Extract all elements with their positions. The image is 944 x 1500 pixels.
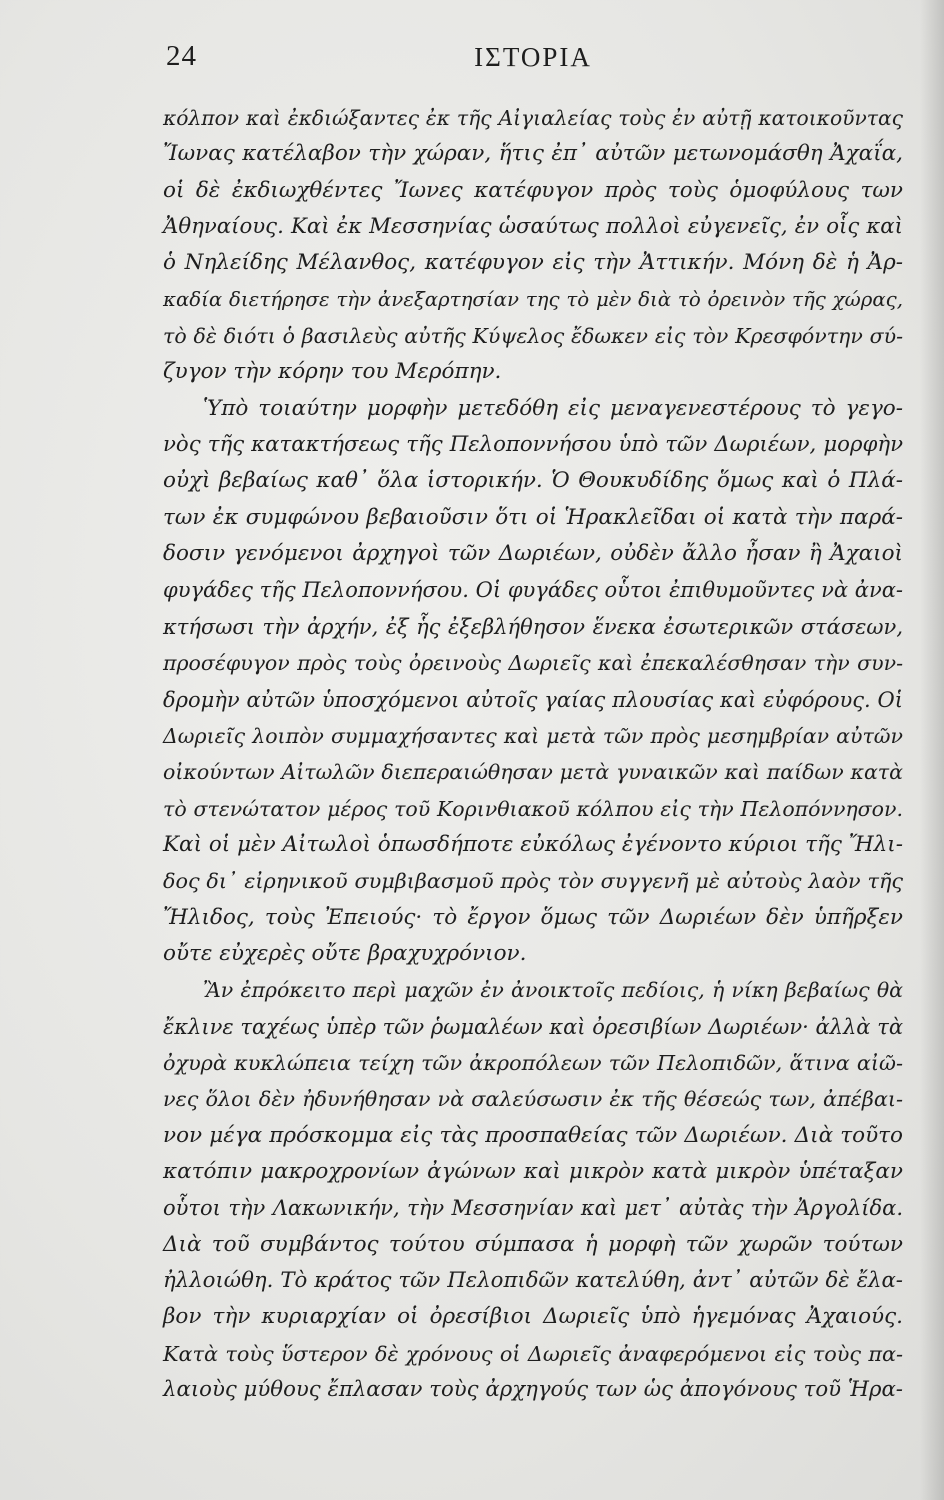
text-line: οὗτοι τὴν Λακωνικήν, τὴν Μεσσηνίαν καὶ μετ᾽ αὐτὰς τὴν Ἀργολίδα. xyxy=(163,1196,903,1221)
text-line: Διὰ τοῦ συμβάντος τούτου σύμπασα ἡ μορφὴ τῶν χωρῶν τούτων xyxy=(163,1231,903,1257)
text-line: των ἐκ συμφώνου βεβαιοῦσιν ὅτι οἱ Ἡρακλεῖδαι οἱ κατὰ τὴν παρά- xyxy=(163,504,903,530)
text-line: κτήσωσι τὴν ἀρχήν, ἐξ ἧς ἐξεβλήθησον ἕνεκα ἐσωτερικῶν στάσεων, xyxy=(163,614,903,639)
text-line: καδία διετήρησε τὴν ἀνεξαρτησίαν της τὸ μὲν διὰ τὸ ὀρεινὸν τῆς χώρας, xyxy=(163,287,903,311)
body-text xyxy=(163,100,903,1408)
text-line: Ἀθηναίους. Καὶ ἐκ Μεσσηνίας ὡσαύτως πολλοὶ εὐγενεῖς, ἐν οἷς καὶ xyxy=(163,214,903,240)
text-line: Δωριεῖς λοιπὸν συμμαχήσαντες καὶ μετὰ τῶν πρὸς μεσημβρίαν αὐτῶν xyxy=(163,723,903,748)
text-line: δος δι᾽ εἰρηνικοῦ συμβιβασμοῦ πρὸς τὸν συγγενῆ μὲ αὐτοὺς λαὸν τῆς xyxy=(163,869,903,894)
text-line: ὀχυρὰ κυκλώπεια τείχη τῶν ἀκροπόλεων τῶν Πελοπιδῶν, ἅτινα αἰῶ- xyxy=(163,1050,903,1075)
text-line: Ἴωνας κατέλαβον τὴν χώραν, ἥτις ἐπ᾽ αὐτῶν μετωνομάσθη Ἀχαΐα, xyxy=(163,141,903,167)
text-line: τὸ στενώτατον μέρος τοῦ Κορινθιακοῦ κόλπου εἰς τὴν Πελοπόννησον. xyxy=(163,796,903,821)
text-line: Κατὰ τοὺς ὕστερον δὲ χρόνους οἱ Δωριεῖς ἀναφερόμενοι εἰς τοὺς πα- xyxy=(163,1341,903,1366)
text-line: κόλπον καὶ ἐκδιώξαντες ἐκ τῆς Αἰγιαλείας τοὺς ἐν αὐτῇ κατοικοῦντας xyxy=(163,106,903,130)
text-line: νες ὅλοι δὲν ἠδυνήθησαν νὰ σαλεύσωσιν ἐκ τῆς θέσεώς των, ἀπέβαι- xyxy=(163,1087,903,1112)
text-line: λαιοὺς μύθους ἔπλασαν τοὺς ἀρχηγούς των ὡς ἀπογόνους τοῦ Ἡρα- xyxy=(163,1377,903,1403)
text-line: κατόπιν μακροχρονίων ἀγώνων καὶ μικρὸν κατὰ μικρὸν ὑπέταξαν xyxy=(163,1158,903,1184)
text-line: δρομὴν αὐτῶν ὑποσχόμενοι αὐτοῖς γαίας πλουσίας καὶ εὐφόρους. Οἱ xyxy=(163,687,903,712)
text-line: οἱ δὲ ἐκδιωχθέντες Ἴωνες κατέφυγον πρὸς τοὺς ὁμοφύλους των xyxy=(163,177,903,203)
text-line: ὁ Νηλείδης Μέλανθος, κατέφυγον εἰς τὴν Ἀττικήν. Μόνη δὲ ἡ Ἀρ- xyxy=(163,250,903,276)
text-line: Ὑπὸ τοιαύτην μορφὴν μετεδόθη εἰς μεναγενεστέρους τὸ γεγο- xyxy=(203,395,903,421)
text-line: οὔτε εὐχερὲς οὔτε βραχυχρόνιον. xyxy=(163,940,527,966)
text-line: Ἤλιδος, τοὺς Ἐπειούς· τὸ ἔργον ὅμως τῶν Δωριέων δὲν ὑπῆρξεν xyxy=(163,904,903,930)
text-line: ἠλλοιώθη. Τὸ κράτος τῶν Πελοπιδῶν κατελύθη, ἀντ᾽ αὐτῶν δὲ ἔλα- xyxy=(163,1268,903,1293)
text-line: οὐχὶ βεβαίως καθ᾽ ὅλα ἱστορικήν. Ὁ Θουκυδίδης ὅμως καὶ ὁ Πλά- xyxy=(163,468,903,494)
running-title: ΙΣΤΟΡΙΑ xyxy=(474,42,592,72)
text-line: νὸς τῆς κατακτήσεως τῆς Πελοποννήσου ὑπὸ τῶν Δωριέων, μορφὴν xyxy=(163,432,903,458)
text-line: ἔκλινε ταχέως ὑπὲρ τῶν ῥωμαλέων καὶ ὀρεσιβίων Δωριέων· ἀλλὰ τὰ xyxy=(163,1014,903,1039)
text-line: φυγάδες τῆς Πελοποννήσου. Οἱ φυγάδες οὗτοι ἐπιθυμοῦντες νὰ ἀνα- xyxy=(163,578,903,603)
page-number: 24 xyxy=(166,40,197,72)
page-edge-shadow xyxy=(920,0,944,1500)
text-line: προσέφυγον πρὸς τοὺς ὀρεινοὺς Δωριεῖς καὶ ἐπεκαλέσθησαν τὴν συν- xyxy=(163,651,903,676)
paragraph-1 xyxy=(163,100,903,391)
text-line: Ἂν ἐπρόκειτο περὶ μαχῶν ἐν ἀνοικτοῖς πεδίοις, ἡ νίκη βεβαίως θὰ xyxy=(203,978,903,1003)
text-line: νον μέγα πρόσκομμα εἰς τὰς προσπαθείας τῶν Δωριέων. Διὰ τοῦτο xyxy=(163,1122,903,1148)
text-line: δοσιν γενόμενοι ἀρχηγοὶ τῶν Δωριέων, οὐδὲν ἄλλο ἦσαν ἢ Ἀχαιοὶ xyxy=(163,541,903,567)
paragraph-3 xyxy=(163,972,903,1408)
paragraph-2 xyxy=(163,391,903,973)
text-line: τὸ δὲ διότι ὁ βασιλεὺς αὐτῆς Κύψελος ἔδωκεν εἰς τὸν Κρεσφόντην σύ- xyxy=(163,324,903,349)
text-line: ζυγον τὴν κόρην του Μερόπην. xyxy=(163,359,502,385)
text-line: βον τὴν κυριαρχίαν οἱ ὀρεσίβιοι Δωριεῖς ὑπὸ ἡγεμόνας Ἀχαιούς. xyxy=(163,1304,903,1330)
text-line: Καὶ οἱ μὲν Αἰτωλοὶ ὁπωσδήποτε εὐκόλως ἐγένοντο κύριοι τῆς Ἤλι- xyxy=(163,831,903,857)
text-line: οἰκούντων Αἰτωλῶν διεπεραιώθησαν μετὰ γυναικῶν καὶ παίδων κατὰ xyxy=(163,760,903,785)
